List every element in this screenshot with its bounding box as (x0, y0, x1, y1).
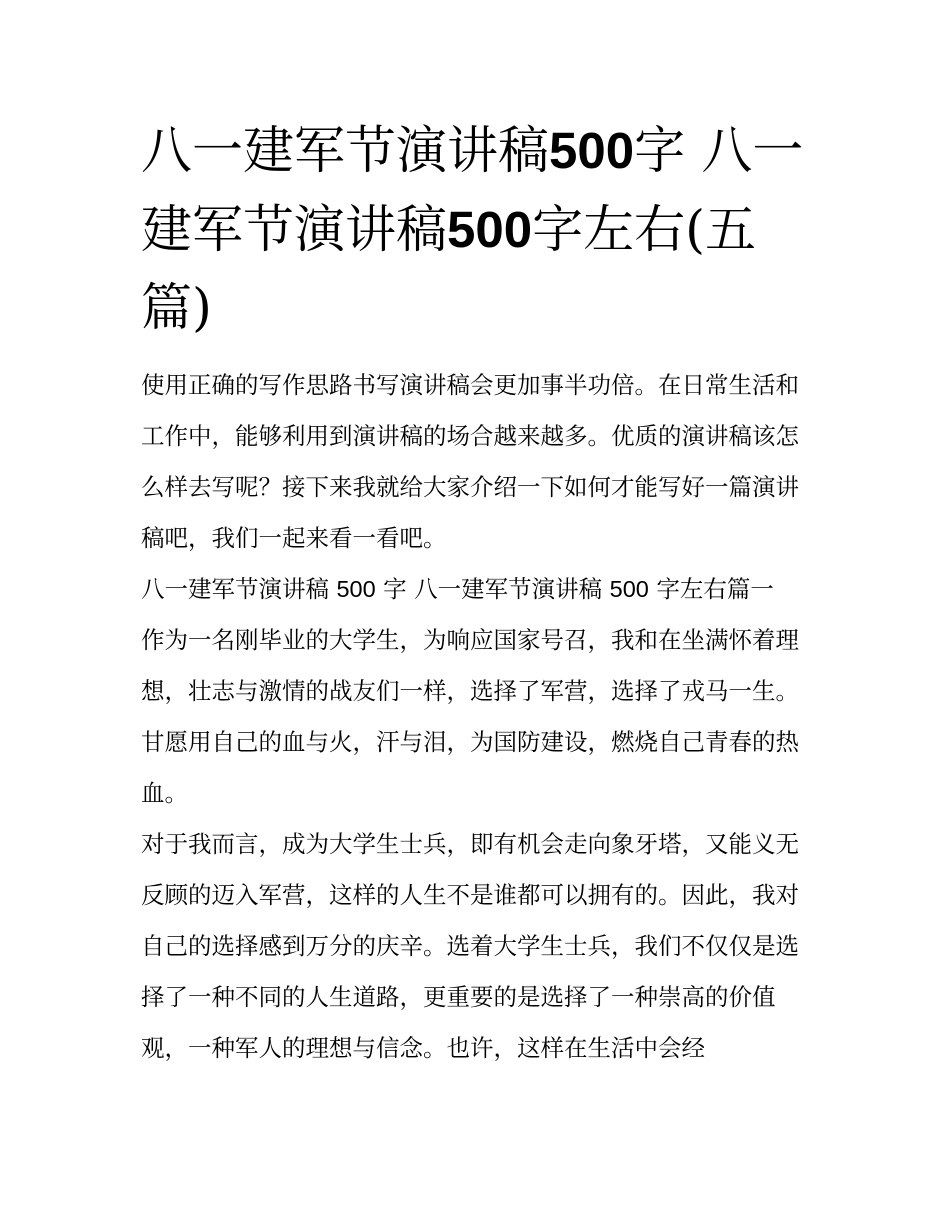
section-heading-number-1: 500 (336, 576, 376, 602)
intro-paragraph: 使用正确的写作思路书写演讲稿会更加事半功倍。在日常生活和工作中，能够利用到演讲稿的场合越来越多。优质的演讲稿该怎么样去写呢？接下来我就给大家介绍一下如何才能写好一篇演讲稿吧，我们一起来看一看吧。 (141, 371, 799, 552)
document-title (141, 112, 813, 348)
section-heading-text-1: 八一建军节演讲稿 (141, 575, 337, 603)
document-content (141, 112, 813, 1074)
title-text-3: 字左右(五篇) (141, 201, 757, 338)
section-heading-text-3: 字左右篇一 (648, 575, 774, 603)
title-text-2: 字 八一建军节演讲稿 (141, 122, 804, 260)
title-number-1: 500 (549, 122, 635, 179)
body-paragraph: 作为一名刚毕业的大学生，为响应国家号召，我和在坐满怀着理想，壮志与激情的战友们一样，选择了军营，选择了戎马一生。 (141, 626, 799, 705)
body-paragraph: 甘愿用自己的血与火，汗与泪，为国防建设，燃烧自己青春的热血。 (141, 728, 799, 807)
title-number-2: 500 (447, 201, 533, 258)
section-heading-1 (141, 564, 813, 615)
section-heading-text-2: 字 八一建军节演讲稿 (375, 575, 610, 603)
body-paragraph: 对于我而言，成为大学生士兵，即有机会走向象牙塔，又能义无反顾的迈入军营，这样的人生不是谁都可以拥有的。因此，我对自己的选择感到万分的庆辛。选着大学生士兵，我们不仅仅是选择了一种不同的人生道路，更重要的是选择了一种崇高的价值观，一种军人的理想与信念。也许，这样在生活中会经 (141, 830, 799, 1062)
section-heading-number-2: 500 (609, 576, 649, 602)
document-body (141, 360, 813, 1074)
title-text-1: 八一建军节演讲稿 (141, 122, 550, 181)
